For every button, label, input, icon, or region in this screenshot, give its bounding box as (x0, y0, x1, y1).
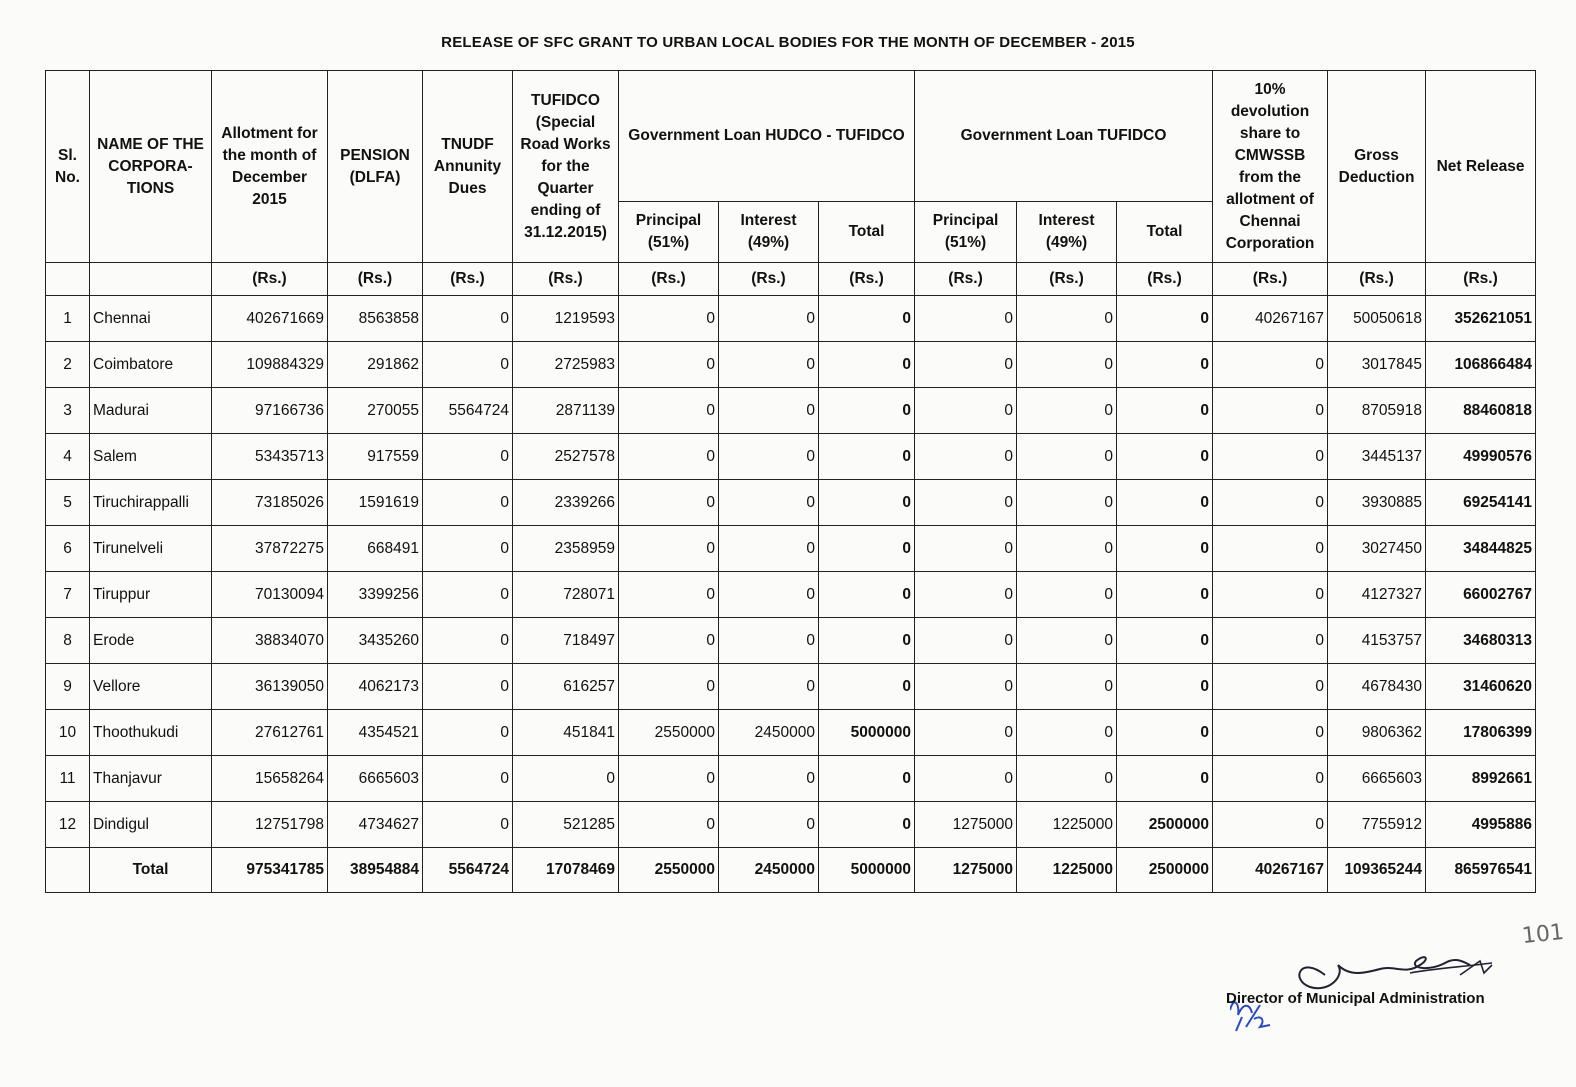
cell-tufidco-principal: 0 (915, 388, 1017, 434)
cell-hudco-interest: 0 (719, 802, 819, 848)
total-devolution: 40267167 (1213, 848, 1328, 893)
cell-devolution: 0 (1213, 664, 1328, 710)
cell-tnudf: 0 (423, 572, 513, 618)
header-tufidco-interest: Interest (49%) (1017, 202, 1117, 263)
cell-tufidco-principal: 0 (915, 480, 1017, 526)
cell-pension: 4062173 (328, 664, 423, 710)
cell-pension: 1591619 (328, 480, 423, 526)
cell-devolution: 0 (1213, 756, 1328, 802)
cell-tufidco-total: 0 (1117, 572, 1213, 618)
cell-gross-deduction: 3445137 (1328, 434, 1426, 480)
cell-gross-deduction: 4127327 (1328, 572, 1426, 618)
cell-hudco-principal: 2550000 (619, 710, 719, 756)
cell-hudco-total: 0 (819, 664, 915, 710)
cell-tufidco-interest: 0 (1017, 664, 1117, 710)
unit-cell: (Rs.) (513, 263, 619, 296)
cell-corporation-name: Vellore (90, 664, 212, 710)
cell-allotment: 27612761 (212, 710, 328, 756)
cell-pension: 668491 (328, 526, 423, 572)
unit-cell-empty (90, 263, 212, 296)
cell-corporation-name: Thoothukudi (90, 710, 212, 756)
cell-tnudf: 0 (423, 526, 513, 572)
cell-gross-deduction: 50050618 (1328, 296, 1426, 342)
unit-cell: (Rs.) (719, 263, 819, 296)
cell-devolution: 0 (1213, 480, 1328, 526)
header-loan-tufidco: Government Loan TUFIDCO (915, 71, 1213, 202)
unit-cell: (Rs.) (1017, 263, 1117, 296)
cell-tufidco-principal: 1275000 (915, 802, 1017, 848)
cell-devolution: 0 (1213, 618, 1328, 664)
cell-tufidco-interest: 0 (1017, 756, 1117, 802)
total-hudco-principal: 2550000 (619, 848, 719, 893)
cell-net-release: 49990576 (1426, 434, 1536, 480)
cell-allotment: 73185026 (212, 480, 328, 526)
cell-sl-no: 2 (46, 342, 90, 388)
cell-devolution: 0 (1213, 434, 1328, 480)
cell-pension: 4734627 (328, 802, 423, 848)
header-sl-no: Sl. No. (46, 71, 90, 263)
cell-corporation-name: Tiruppur (90, 572, 212, 618)
cell-allotment: 109884329 (212, 342, 328, 388)
cell-hudco-total: 0 (819, 434, 915, 480)
cell-corporation-name: Dindigul (90, 802, 212, 848)
cell-tufidco-interest: 0 (1017, 710, 1117, 756)
cell-net-release: 8992661 (1426, 756, 1536, 802)
cell-tufidco-principal: 0 (915, 526, 1017, 572)
cell-tufidco-interest: 1225000 (1017, 802, 1117, 848)
table-row (46, 526, 1536, 572)
cell-tnudf: 0 (423, 434, 513, 480)
header-tufidco-principal: Principal (51%) (915, 202, 1017, 263)
cell-tnudf: 5564724 (423, 388, 513, 434)
cell-tufidco-interest: 0 (1017, 434, 1117, 480)
total-allotment: 975341785 (212, 848, 328, 893)
cell-tnudf: 0 (423, 618, 513, 664)
cell-tufidco-special: 521285 (513, 802, 619, 848)
table-row (46, 756, 1536, 802)
cell-corporation-name: Madurai (90, 388, 212, 434)
cell-sl-no: 9 (46, 664, 90, 710)
cell-hudco-total: 0 (819, 296, 915, 342)
unit-cell: (Rs.) (619, 263, 719, 296)
cell-tufidco-total: 2500000 (1117, 802, 1213, 848)
cell-hudco-principal: 0 (619, 388, 719, 434)
cell-tufidco-interest: 0 (1017, 618, 1117, 664)
cell-hudco-interest: 0 (719, 296, 819, 342)
cell-hudco-total: 0 (819, 802, 915, 848)
cell-hudco-total: 0 (819, 572, 915, 618)
total-tufidco: 17078469 (513, 848, 619, 893)
cell-allotment: 97166736 (212, 388, 328, 434)
cell-hudco-interest: 0 (719, 434, 819, 480)
cell-net-release: 17806399 (1426, 710, 1536, 756)
cell-net-release: 31460620 (1426, 664, 1536, 710)
cell-hudco-total: 0 (819, 526, 915, 572)
cell-allotment: 38834070 (212, 618, 328, 664)
unit-cell: (Rs.) (1426, 263, 1536, 296)
total-sl-empty (46, 848, 90, 893)
cell-net-release: 69254141 (1426, 480, 1536, 526)
cell-corporation-name: Thanjavur (90, 756, 212, 802)
cell-tufidco-special: 2725983 (513, 342, 619, 388)
cell-pension: 917559 (328, 434, 423, 480)
cell-hudco-interest: 0 (719, 526, 819, 572)
cell-hudco-principal: 0 (619, 756, 719, 802)
cell-tnudf: 0 (423, 802, 513, 848)
cell-tufidco-interest: 0 (1017, 388, 1117, 434)
cell-allotment: 15658264 (212, 756, 328, 802)
cell-net-release: 352621051 (1426, 296, 1536, 342)
unit-cell: (Rs.) (328, 263, 423, 296)
header-pension: PENSION (DLFA) (328, 71, 423, 263)
cell-hudco-total: 0 (819, 342, 915, 388)
cell-tufidco-special: 0 (513, 756, 619, 802)
unit-cell: (Rs.) (212, 263, 328, 296)
cell-tufidco-total: 0 (1117, 618, 1213, 664)
unit-cell: (Rs.) (1328, 263, 1426, 296)
page-title: RELEASE OF SFC GRANT TO URBAN LOCAL BODIES FOR THE MONTH OF DECEMBER - 2015 (441, 34, 1135, 51)
cell-sl-no: 8 (46, 618, 90, 664)
cell-hudco-interest: 2450000 (719, 710, 819, 756)
cell-allotment: 402671669 (212, 296, 328, 342)
cell-tufidco-principal: 0 (915, 618, 1017, 664)
cell-pension: 6665603 (328, 756, 423, 802)
cell-devolution: 0 (1213, 572, 1328, 618)
cell-net-release: 4995886 (1426, 802, 1536, 848)
cell-pension: 291862 (328, 342, 423, 388)
cell-tufidco-interest: 0 (1017, 526, 1117, 572)
cell-pension: 3399256 (328, 572, 423, 618)
cell-tnudf: 0 (423, 480, 513, 526)
cell-hudco-total: 0 (819, 388, 915, 434)
total-pension: 38954884 (328, 848, 423, 893)
cell-sl-no: 12 (46, 802, 90, 848)
total-tufidco-principal: 1275000 (915, 848, 1017, 893)
cell-gross-deduction: 7755912 (1328, 802, 1426, 848)
total-tufidco-interest: 1225000 (1017, 848, 1117, 893)
table-row (46, 434, 1536, 480)
cell-tufidco-total: 0 (1117, 526, 1213, 572)
cell-sl-no: 1 (46, 296, 90, 342)
header-gross-deduction: Gross Deduction (1328, 71, 1426, 263)
cell-devolution: 0 (1213, 526, 1328, 572)
table-row (46, 388, 1536, 434)
cell-hudco-principal: 0 (619, 572, 719, 618)
cell-tufidco-special: 616257 (513, 664, 619, 710)
cell-corporation-name: Tiruchirappalli (90, 480, 212, 526)
total-tufidco-total: 2500000 (1117, 848, 1213, 893)
total-gross-deduction: 109365244 (1328, 848, 1426, 893)
cell-hudco-interest: 0 (719, 618, 819, 664)
unit-cell: (Rs.) (423, 263, 513, 296)
cell-tufidco-total: 0 (1117, 296, 1213, 342)
cell-hudco-total: 0 (819, 480, 915, 526)
cell-sl-no: 7 (46, 572, 90, 618)
cell-sl-no: 10 (46, 710, 90, 756)
cell-tufidco-principal: 0 (915, 342, 1017, 388)
cell-sl-no: 11 (46, 756, 90, 802)
cell-hudco-principal: 0 (619, 434, 719, 480)
total-net-release: 865976541 (1426, 848, 1536, 893)
cell-hudco-principal: 0 (619, 296, 719, 342)
cell-hudco-principal: 0 (619, 802, 719, 848)
cell-tufidco-principal: 0 (915, 710, 1017, 756)
cell-tufidco-special: 451841 (513, 710, 619, 756)
cell-allotment: 36139050 (212, 664, 328, 710)
cell-sl-no: 4 (46, 434, 90, 480)
total-label: Total (90, 848, 212, 893)
header-tufidco-total: Total (1117, 202, 1213, 263)
unit-cell: (Rs.) (1213, 263, 1328, 296)
cell-tufidco-special: 2527578 (513, 434, 619, 480)
header-name: NAME OF THE CORPORA-TIONS (90, 71, 212, 263)
cell-net-release: 88460818 (1426, 388, 1536, 434)
cell-net-release: 34844825 (1426, 526, 1536, 572)
cell-gross-deduction: 8705918 (1328, 388, 1426, 434)
cell-hudco-interest: 0 (719, 572, 819, 618)
unit-cell: (Rs.) (1117, 263, 1213, 296)
header-loan-hudco: Government Loan HUDCO - TUFIDCO (619, 71, 915, 202)
header-tufidco-special: TUFIDCO (Special Road Works for the Quarter ending of 31.12.2015) (513, 71, 619, 263)
cell-net-release: 106866484 (1426, 342, 1536, 388)
cell-gross-deduction: 4678430 (1328, 664, 1426, 710)
table-row (46, 664, 1536, 710)
cell-tnudf: 0 (423, 342, 513, 388)
cell-corporation-name: Salem (90, 434, 212, 480)
header-hudco-interest: Interest (49%) (719, 202, 819, 263)
cell-sl-no: 6 (46, 526, 90, 572)
total-hudco-total: 5000000 (819, 848, 915, 893)
header-hudco-total: Total (819, 202, 915, 263)
cell-tufidco-total: 0 (1117, 342, 1213, 388)
cell-tufidco-interest: 0 (1017, 572, 1117, 618)
cell-gross-deduction: 4153757 (1328, 618, 1426, 664)
cell-devolution: 0 (1213, 388, 1328, 434)
cell-hudco-principal: 0 (619, 526, 719, 572)
cell-allotment: 37872275 (212, 526, 328, 572)
cell-tufidco-special: 2339266 (513, 480, 619, 526)
cell-allotment: 12751798 (212, 802, 328, 848)
cell-tufidco-total: 0 (1117, 388, 1213, 434)
table-body (46, 263, 1536, 848)
cell-pension: 8563858 (328, 296, 423, 342)
cell-hudco-interest: 0 (719, 480, 819, 526)
grant-table (45, 70, 1536, 893)
table-row (46, 572, 1536, 618)
cell-tufidco-principal: 0 (915, 572, 1017, 618)
cell-sl-no: 3 (46, 388, 90, 434)
cell-tufidco-total: 0 (1117, 434, 1213, 480)
cell-devolution: 0 (1213, 802, 1328, 848)
cell-devolution: 0 (1213, 710, 1328, 756)
page-number: 101 (1520, 919, 1566, 950)
header-devolution: 10% devolution share to CMWSSB from the allotment of Chennai Corporation (1213, 71, 1328, 263)
unit-row (46, 263, 1536, 296)
cell-tufidco-interest: 0 (1017, 480, 1117, 526)
cell-tnudf: 0 (423, 296, 513, 342)
cell-allotment: 70130094 (212, 572, 328, 618)
cell-sl-no: 5 (46, 480, 90, 526)
cell-hudco-total: 0 (819, 618, 915, 664)
cell-pension: 4354521 (328, 710, 423, 756)
cell-hudco-interest: 0 (719, 756, 819, 802)
cell-hudco-total: 5000000 (819, 710, 915, 756)
cell-net-release: 34680313 (1426, 618, 1536, 664)
cell-tufidco-special: 2358959 (513, 526, 619, 572)
cell-tufidco-special: 2871139 (513, 388, 619, 434)
cell-gross-deduction: 3027450 (1328, 526, 1426, 572)
cell-hudco-total: 0 (819, 756, 915, 802)
cell-gross-deduction: 6665603 (1328, 756, 1426, 802)
cell-devolution: 0 (1213, 342, 1328, 388)
table-row (46, 342, 1536, 388)
cell-tufidco-total: 0 (1117, 756, 1213, 802)
cell-hudco-principal: 0 (619, 342, 719, 388)
cell-gross-deduction: 3930885 (1328, 480, 1426, 526)
table-row (46, 480, 1536, 526)
cell-hudco-principal: 0 (619, 664, 719, 710)
cell-tnudf: 0 (423, 664, 513, 710)
cell-tufidco-total: 0 (1117, 480, 1213, 526)
header-allotment: Allotment for the month of December 2015 (212, 71, 328, 263)
cell-allotment: 53435713 (212, 434, 328, 480)
cell-gross-deduction: 3017845 (1328, 342, 1426, 388)
cell-tufidco-special: 728071 (513, 572, 619, 618)
cell-tufidco-special: 1219593 (513, 296, 619, 342)
cell-pension: 3435260 (328, 618, 423, 664)
cell-tufidco-principal: 0 (915, 664, 1017, 710)
cell-net-release: 66002767 (1426, 572, 1536, 618)
unit-cell: (Rs.) (915, 263, 1017, 296)
cell-hudco-principal: 0 (619, 480, 719, 526)
total-hudco-interest: 2450000 (719, 848, 819, 893)
cell-tufidco-interest: 0 (1017, 296, 1117, 342)
cell-hudco-interest: 0 (719, 342, 819, 388)
cell-pension: 270055 (328, 388, 423, 434)
unit-cell-empty (46, 263, 90, 296)
signatory-title: Director of Municipal Administration (1226, 990, 1485, 1007)
cell-hudco-interest: 0 (719, 388, 819, 434)
header-net-release: Net Release (1426, 71, 1536, 263)
cell-tufidco-total: 0 (1117, 710, 1213, 756)
table-row (46, 802, 1536, 848)
cell-tufidco-principal: 0 (915, 756, 1017, 802)
cell-corporation-name: Coimbatore (90, 342, 212, 388)
cell-tnudf: 0 (423, 710, 513, 756)
cell-corporation-name: Chennai (90, 296, 212, 342)
total-tnudf: 5564724 (423, 848, 513, 893)
cell-tufidco-special: 718497 (513, 618, 619, 664)
cell-gross-deduction: 9806362 (1328, 710, 1426, 756)
cell-corporation-name: Erode (90, 618, 212, 664)
cell-hudco-interest: 0 (719, 664, 819, 710)
total-row (46, 848, 1536, 893)
header-tnudf: TNUDF Annunity Dues (423, 71, 513, 263)
table-row (46, 618, 1536, 664)
header-hudco-principal: Principal (51%) (619, 202, 719, 263)
signature (1230, 935, 1530, 1035)
cell-tufidco-interest: 0 (1017, 342, 1117, 388)
cell-tufidco-principal: 0 (915, 296, 1017, 342)
unit-cell: (Rs.) (819, 263, 915, 296)
cell-tnudf: 0 (423, 756, 513, 802)
cell-devolution: 40267167 (1213, 296, 1328, 342)
table-row (46, 296, 1536, 342)
cell-corporation-name: Tirunelveli (90, 526, 212, 572)
cell-tufidco-principal: 0 (915, 434, 1017, 480)
table-row (46, 710, 1536, 756)
cell-hudco-principal: 0 (619, 618, 719, 664)
cell-tufidco-total: 0 (1117, 664, 1213, 710)
